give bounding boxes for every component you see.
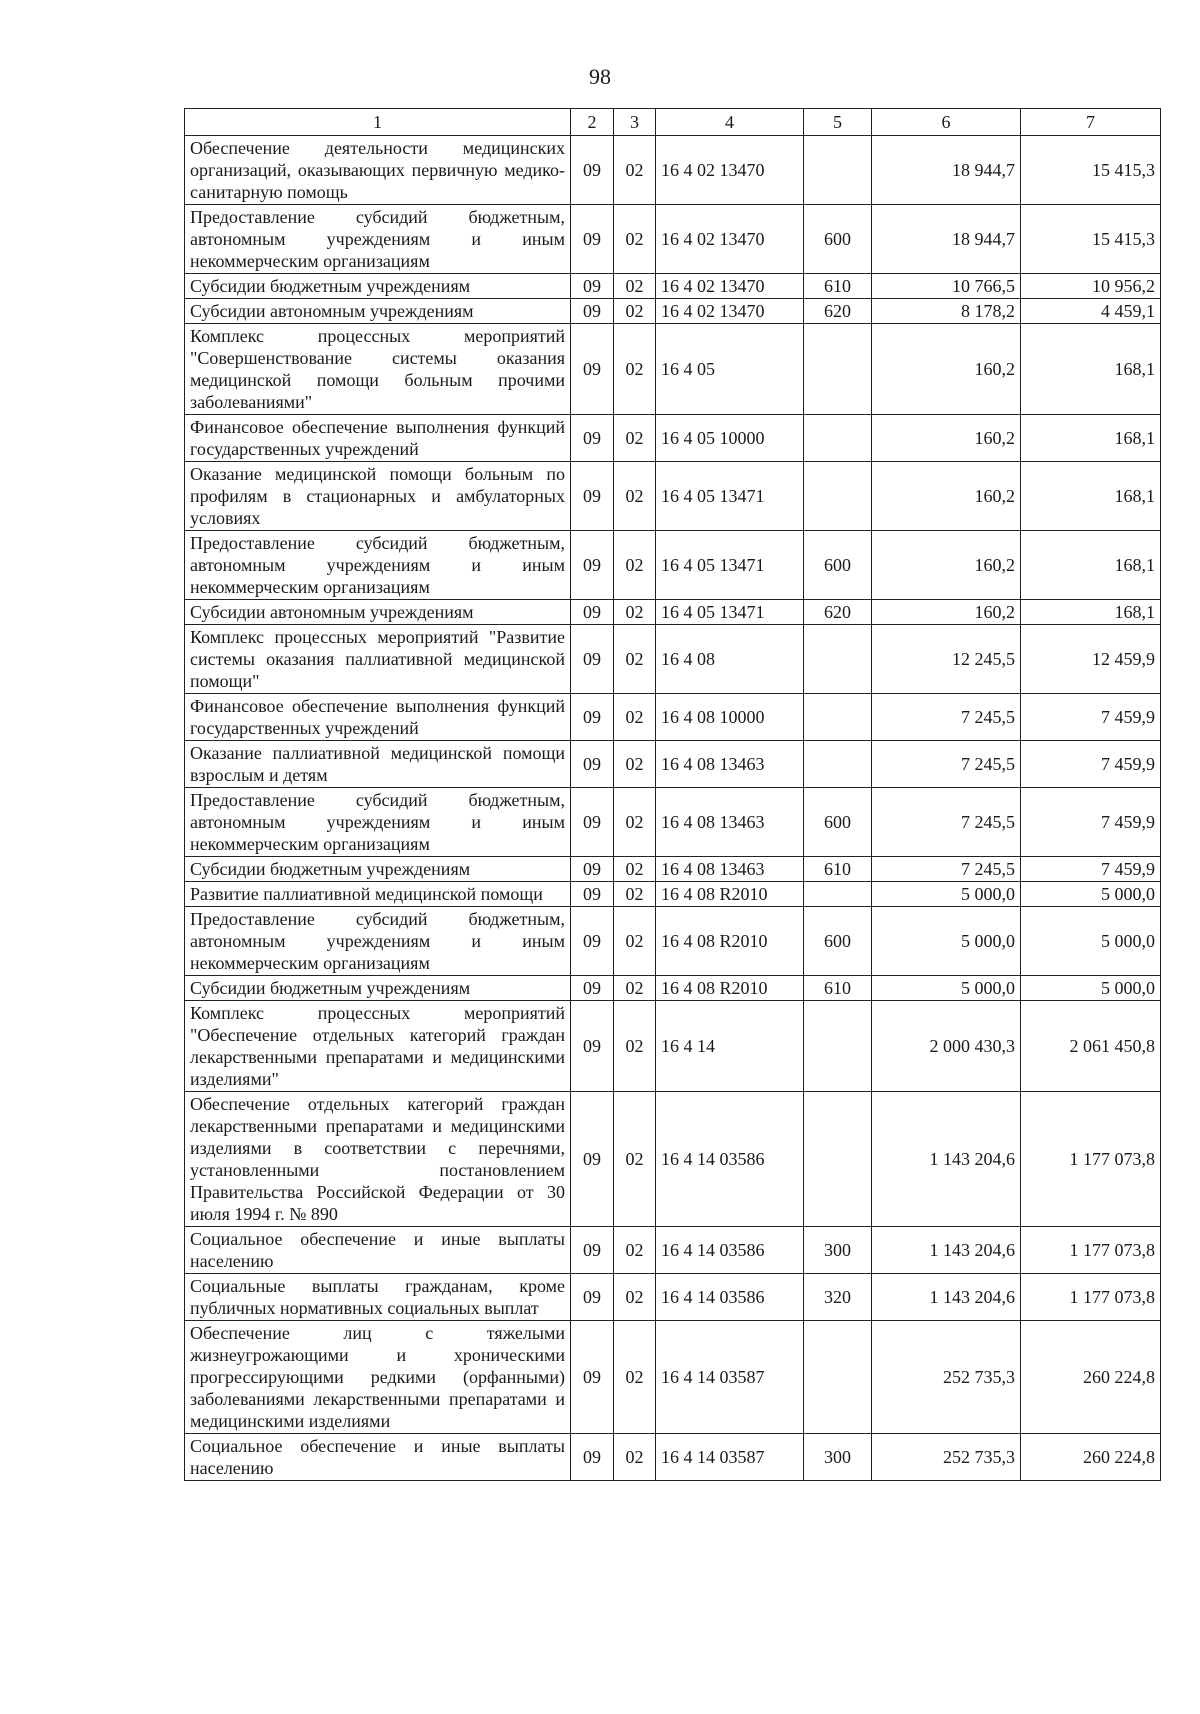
subsection-code: 02 [614,531,656,600]
amount-year-1: 7 245,5 [872,741,1021,788]
amount-year-2: 168,1 [1021,531,1161,600]
amount-year-1: 5 000,0 [872,882,1021,907]
expense-type-code [804,625,872,694]
section-code: 09 [571,462,614,531]
amount-year-1: 160,2 [872,600,1021,625]
target-article-code: 16 4 02 13470 [656,299,804,324]
amount-year-1: 18 944,7 [872,136,1021,205]
header-row [185,109,1161,136]
section-code: 09 [571,1227,614,1274]
target-article-code: 16 4 14 03587 [656,1321,804,1434]
target-article-code: 16 4 08 10000 [656,694,804,741]
table-row [185,462,1161,531]
amount-year-1: 252 735,3 [872,1321,1021,1434]
subsection-code: 02 [614,462,656,531]
subsection-code: 02 [614,1092,656,1227]
subsection-code: 02 [614,136,656,205]
table-row [185,1321,1161,1434]
amount-year-1: 2 000 430,3 [872,1001,1021,1092]
amount-year-1: 1 143 204,6 [872,1274,1021,1321]
amount-year-1: 5 000,0 [872,907,1021,976]
expense-type-code [804,741,872,788]
budget-table [184,108,1161,1481]
expense-type-code: 620 [804,600,872,625]
expense-type-code: 600 [804,907,872,976]
section-code: 09 [571,882,614,907]
subsection-code: 02 [614,299,656,324]
amount-year-1: 160,2 [872,324,1021,415]
amount-year-2: 15 415,3 [1021,136,1161,205]
amount-year-1: 160,2 [872,415,1021,462]
section-code: 09 [571,741,614,788]
table-row [185,857,1161,882]
target-article-code: 16 4 08 R2010 [656,882,804,907]
expense-type-code [804,882,872,907]
subsection-code: 02 [614,741,656,788]
target-article-code: 16 4 05 13471 [656,600,804,625]
amount-year-2: 10 956,2 [1021,274,1161,299]
section-code: 09 [571,324,614,415]
table-row [185,1092,1161,1227]
item-name: Субсидии бюджетным учреждениям [185,976,571,1001]
table-row [185,976,1161,1001]
target-article-code: 16 4 02 13470 [656,274,804,299]
target-article-code: 16 4 14 03587 [656,1434,804,1481]
target-article-code: 16 4 08 13463 [656,857,804,882]
amount-year-1: 1 143 204,6 [872,1227,1021,1274]
section-code: 09 [571,1274,614,1321]
item-name: Комплекс процессных мероприятий "Обеспечение отдельных категорий граждан лекарственными препаратами и медицинскими изделиями" [185,1001,571,1092]
item-name: Финансовое обеспечение выполнения функций государственных учреждений [185,694,571,741]
amount-year-2: 4 459,1 [1021,299,1161,324]
target-article-code: 16 4 02 13470 [656,136,804,205]
column-header: 3 [614,109,656,136]
expense-type-code: 620 [804,299,872,324]
column-header: 2 [571,109,614,136]
item-name: Развитие паллиативной медицинской помощи [185,882,571,907]
target-article-code: 16 4 02 13470 [656,205,804,274]
table-row [185,600,1161,625]
item-name: Оказание медицинской помощи больным по профилям в стационарных и амбулаторных условиях [185,462,571,531]
table-row [185,1434,1161,1481]
amount-year-2: 260 224,8 [1021,1321,1161,1434]
section-code: 09 [571,136,614,205]
target-article-code: 16 4 05 10000 [656,415,804,462]
amount-year-2: 7 459,9 [1021,788,1161,857]
subsection-code: 02 [614,1321,656,1434]
amount-year-1: 18 944,7 [872,205,1021,274]
amount-year-2: 2 061 450,8 [1021,1001,1161,1092]
amount-year-2: 1 177 073,8 [1021,1227,1161,1274]
expense-type-code: 320 [804,1274,872,1321]
subsection-code: 02 [614,1274,656,1321]
section-code: 09 [571,1321,614,1434]
item-name: Комплекс процессных мероприятий "Совершенствование системы оказания медицинской помощи больным прочими заболеваниями" [185,324,571,415]
amount-year-2: 1 177 073,8 [1021,1274,1161,1321]
column-header: 1 [185,109,571,136]
page-number: 98 [589,64,611,89]
amount-year-2: 168,1 [1021,324,1161,415]
amount-year-2: 168,1 [1021,415,1161,462]
item-name: Социальное обеспечение и иные выплаты населению [185,1227,571,1274]
table-row [185,1001,1161,1092]
expense-type-code [804,462,872,531]
target-article-code: 16 4 08 R2010 [656,976,804,1001]
column-header: 4 [656,109,804,136]
section-code: 09 [571,1092,614,1227]
section-code: 09 [571,531,614,600]
target-article-code: 16 4 05 13471 [656,462,804,531]
item-name: Субсидии автономным учреждениям [185,600,571,625]
column-header: 6 [872,109,1021,136]
amount-year-2: 168,1 [1021,462,1161,531]
table-row [185,788,1161,857]
amount-year-1: 7 245,5 [872,857,1021,882]
table-row [185,274,1161,299]
section-code: 09 [571,788,614,857]
expense-type-code: 610 [804,857,872,882]
table-row [185,625,1161,694]
subsection-code: 02 [614,274,656,299]
expense-type-code [804,694,872,741]
table-row [185,694,1161,741]
expense-type-code: 610 [804,274,872,299]
expense-type-code [804,1001,872,1092]
target-article-code: 16 4 14 03586 [656,1227,804,1274]
item-name: Социальное обеспечение и иные выплаты населению [185,1434,571,1481]
amount-year-2: 15 415,3 [1021,205,1161,274]
amount-year-2: 168,1 [1021,600,1161,625]
item-name: Субсидии автономным учреждениям [185,299,571,324]
amount-year-1: 10 766,5 [872,274,1021,299]
item-name: Социальные выплаты гражданам, кроме публичных нормативных социальных выплат [185,1274,571,1321]
subsection-code: 02 [614,788,656,857]
subsection-code: 02 [614,1227,656,1274]
amount-year-1: 7 245,5 [872,694,1021,741]
expense-type-code [804,1092,872,1227]
target-article-code: 16 4 14 03586 [656,1092,804,1227]
amount-year-1: 160,2 [872,531,1021,600]
target-article-code: 16 4 08 R2010 [656,907,804,976]
target-article-code: 16 4 08 13463 [656,741,804,788]
subsection-code: 02 [614,907,656,976]
amount-year-2: 260 224,8 [1021,1434,1161,1481]
item-name: Предоставление субсидий бюджетным, автономным учреждениям и иным некоммерческим организациям [185,205,571,274]
expense-type-code [804,324,872,415]
section-code: 09 [571,857,614,882]
table-row [185,136,1161,205]
section-code: 09 [571,976,614,1001]
subsection-code: 02 [614,857,656,882]
expense-type-code [804,415,872,462]
expense-type-code: 300 [804,1227,872,1274]
amount-year-1: 160,2 [872,462,1021,531]
section-code: 09 [571,415,614,462]
item-name: Комплекс процессных мероприятий "Развитие системы оказания паллиативной медицинской помощи" [185,625,571,694]
subsection-code: 02 [614,625,656,694]
subsection-code: 02 [614,205,656,274]
subsection-code: 02 [614,415,656,462]
expense-type-code: 610 [804,976,872,1001]
table-row [185,882,1161,907]
subsection-code: 02 [614,882,656,907]
expense-type-code [804,1321,872,1434]
table-row [185,1227,1161,1274]
section-code: 09 [571,625,614,694]
item-name: Обеспечение отдельных категорий граждан лекарственными препаратами и медицинскими изделиями в соответствии с перечнями, установленными постановлением Правительства Российской Федерации от 30 июля 1994 г. № 890 [185,1092,571,1227]
item-name: Обеспечение лиц с тяжелыми жизнеугрожающими и хроническими прогрессирующими редкими (орфанными) заболеваниями лекарственными препаратами и медицинскими изделиями [185,1321,571,1434]
subsection-code: 02 [614,694,656,741]
expense-type-code: 600 [804,205,872,274]
item-name: Финансовое обеспечение выполнения функций государственных учреждений [185,415,571,462]
target-article-code: 16 4 05 [656,324,804,415]
expense-type-code: 300 [804,1434,872,1481]
item-name: Оказание паллиативной медицинской помощи взрослым и детям [185,741,571,788]
subsection-code: 02 [614,600,656,625]
table-row [185,299,1161,324]
amount-year-2: 5 000,0 [1021,882,1161,907]
target-article-code: 16 4 05 13471 [656,531,804,600]
item-name: Предоставление субсидий бюджетным, автономным учреждениям и иным некоммерческим организациям [185,788,571,857]
target-article-code: 16 4 14 03586 [656,1274,804,1321]
column-header: 5 [804,109,872,136]
table-row [185,324,1161,415]
subsection-code: 02 [614,976,656,1001]
amount-year-2: 7 459,9 [1021,741,1161,788]
table-row [185,907,1161,976]
amount-year-2: 7 459,9 [1021,694,1161,741]
amount-year-2: 12 459,9 [1021,625,1161,694]
section-code: 09 [571,907,614,976]
amount-year-2: 1 177 073,8 [1021,1092,1161,1227]
amount-year-1: 12 245,5 [872,625,1021,694]
item-name: Обеспечение деятельности медицинских организаций, оказывающих первичную медико-санитарную помощь [185,136,571,205]
section-code: 09 [571,1001,614,1092]
item-name: Субсидии бюджетным учреждениям [185,857,571,882]
expense-type-code: 600 [804,531,872,600]
subsection-code: 02 [614,1434,656,1481]
amount-year-2: 7 459,9 [1021,857,1161,882]
target-article-code: 16 4 14 [656,1001,804,1092]
expense-type-code [804,136,872,205]
column-header: 7 [1021,109,1161,136]
table-row [185,741,1161,788]
amount-year-1: 252 735,3 [872,1434,1021,1481]
table-row [185,205,1161,274]
amount-year-2: 5 000,0 [1021,976,1161,1001]
section-code: 09 [571,205,614,274]
item-name: Предоставление субсидий бюджетным, автономным учреждениям и иным некоммерческим организациям [185,907,571,976]
section-code: 09 [571,1434,614,1481]
table-row [185,415,1161,462]
target-article-code: 16 4 08 [656,625,804,694]
section-code: 09 [571,694,614,741]
section-code: 09 [571,299,614,324]
subsection-code: 02 [614,324,656,415]
table-row [185,1274,1161,1321]
amount-year-2: 5 000,0 [1021,907,1161,976]
item-name: Предоставление субсидий бюджетным, автономным учреждениям и иным некоммерческим организациям [185,531,571,600]
section-code: 09 [571,600,614,625]
amount-year-1: 5 000,0 [872,976,1021,1001]
amount-year-1: 7 245,5 [872,788,1021,857]
target-article-code: 16 4 08 13463 [656,788,804,857]
amount-year-1: 8 178,2 [872,299,1021,324]
expense-type-code: 600 [804,788,872,857]
item-name: Субсидии бюджетным учреждениям [185,274,571,299]
subsection-code: 02 [614,1001,656,1092]
table-row [185,531,1161,600]
amount-year-1: 1 143 204,6 [872,1092,1021,1227]
section-code: 09 [571,274,614,299]
